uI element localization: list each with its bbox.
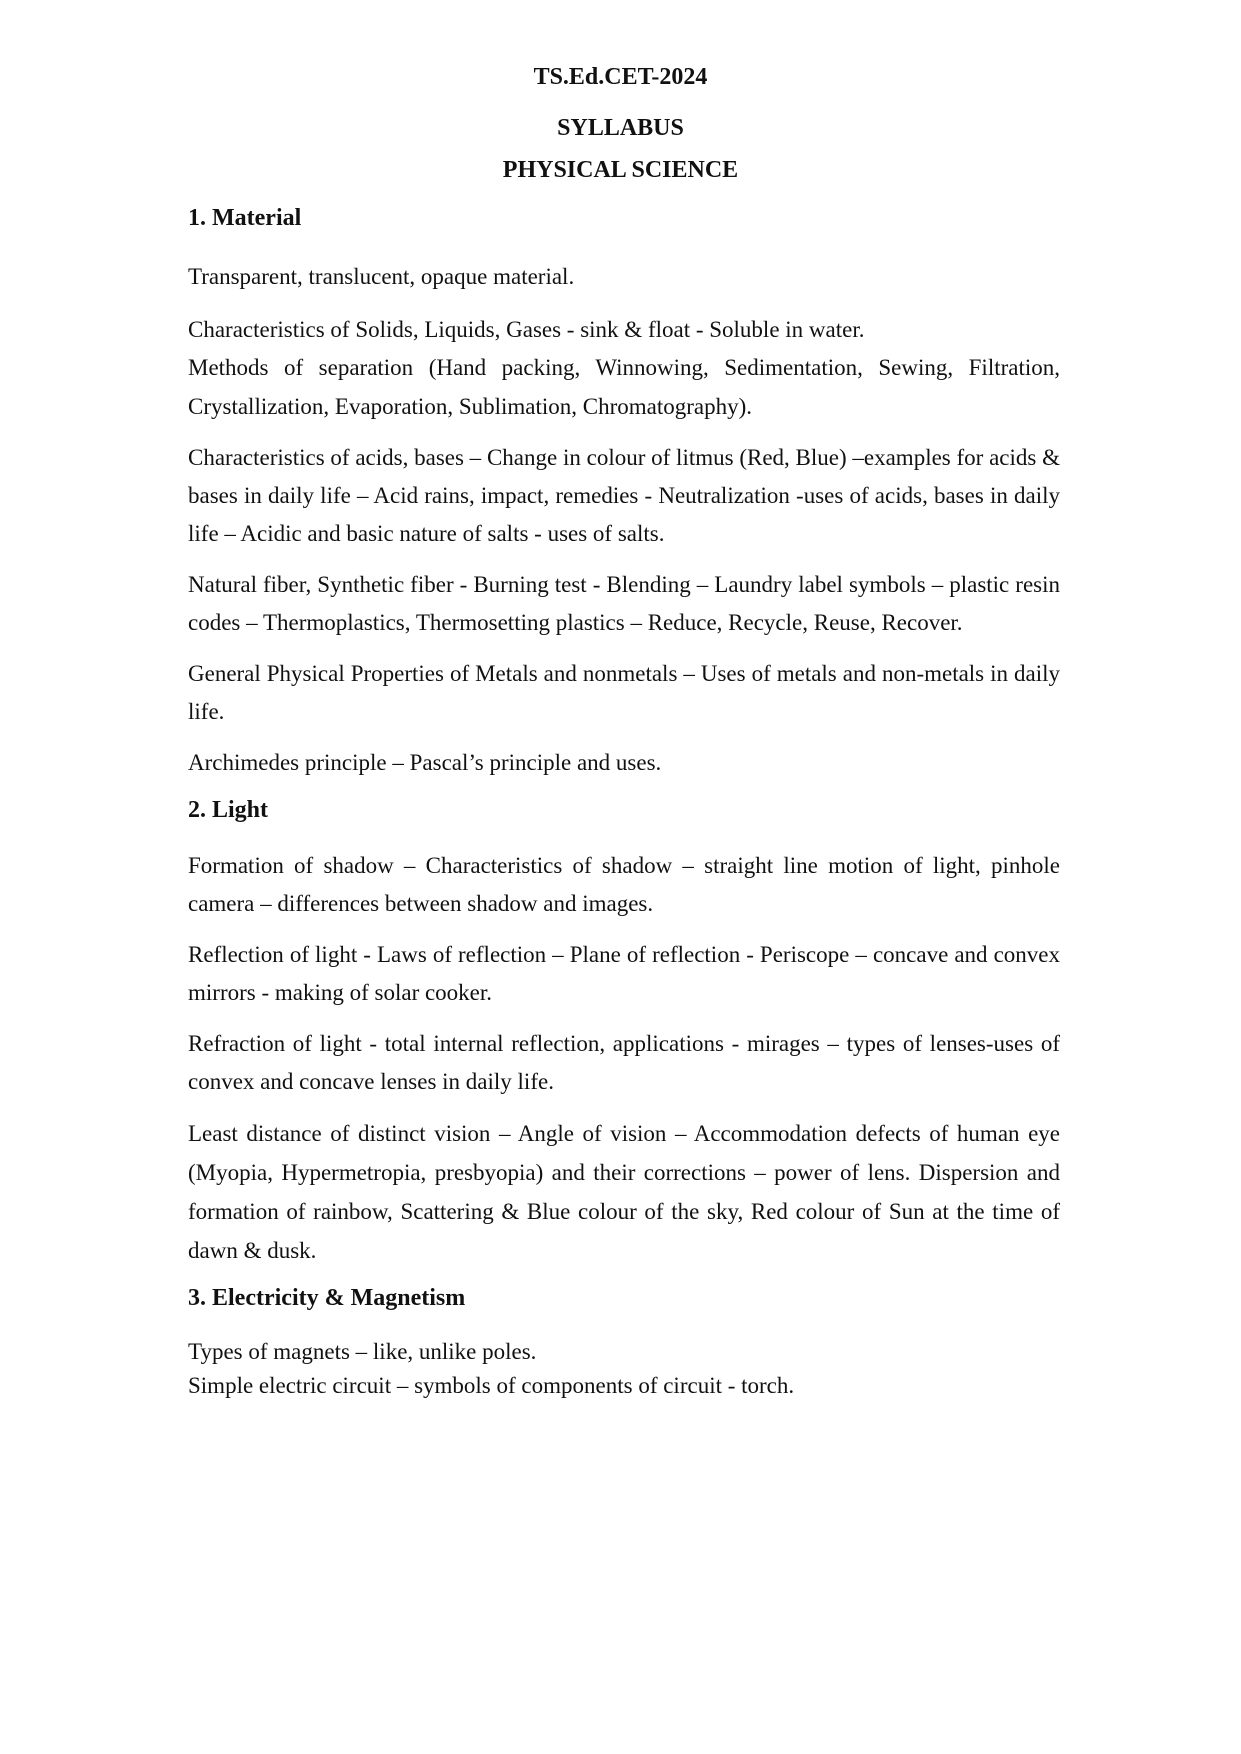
- paragraph: Refraction of light - total internal reflection, applications - mirages – types of lenses-uses of convex and concave lenses in daily life.: [188, 1031, 1060, 1094]
- paragraph: Formation of shadow – Characteristics of shadow – straight line motion of light, pinhole camera – differences between shadow and images.: [188, 853, 1060, 916]
- subject-title: PHYSICAL SCIENCE: [502, 157, 739, 183]
- document-type: SYLLABUS: [557, 115, 684, 141]
- section-heading-light: 2. Light: [188, 797, 269, 823]
- paragraph: Reflection of light - Laws of reflection – Plane of reflection - Periscope – concave and convex mirrors - making of solar cooker.: [188, 942, 1060, 1005]
- syllabus-content: [188, 203, 1060, 1403]
- paragraph: Least distance of distinct vision – Angle of vision – Accommodation defects of human eye (Myopia, Hypermetropia, presbyopia) and their corrections – power of lens. Dispersion and formation of rainbow, Scattering & Blue colour of the sky, Red colour of Sun at the time of dawn & dusk.: [188, 1121, 1060, 1263]
- paragraph: Simple electric circuit – symbols of components of circuit - torch.: [188, 1373, 795, 1398]
- section-heading-material: 1. Material: [188, 205, 302, 231]
- paragraph: Transparent, translucent, opaque material.: [188, 264, 575, 289]
- paragraph: Characteristics of Solids, Liquids, Gases - sink & float - Soluble in water.: [188, 317, 865, 342]
- paragraph: Natural fiber, Synthetic fiber - Burning test - Blending – Laundry label symbols – plastic resin codes – Thermoplastics, Thermosetting plastics – Reduce, Recycle, Reuse, Recover.: [188, 572, 1060, 635]
- paragraph: Characteristics of acids, bases – Change in colour of litmus (Red, Blue) –examples for acids & bases in daily life – Acid rains, impact, remedies - Neutralization -uses of acids, bases in daily life – Acidic and basic nature of salts - uses of salts.: [188, 445, 1060, 546]
- paragraph: Methods of separation (Hand packing, Winnowing, Sedimentation, Sewing, Filtration, Crystallization, Evaporation, Sublimation, Chromatography).: [188, 355, 1060, 419]
- section-heading-electricity-magnetism: 3. Electricity & Magnetism: [188, 1285, 466, 1311]
- paragraph: Types of magnets – like, unlike poles.: [188, 1339, 537, 1364]
- paragraph: Archimedes principle – Pascal’s principle and uses.: [188, 750, 662, 775]
- paragraph: General Physical Properties of Metals and nonmetals – Uses of metals and non-metals in daily life.: [188, 661, 1060, 724]
- exam-title: TS.Ed.CET-2024: [533, 64, 708, 90]
